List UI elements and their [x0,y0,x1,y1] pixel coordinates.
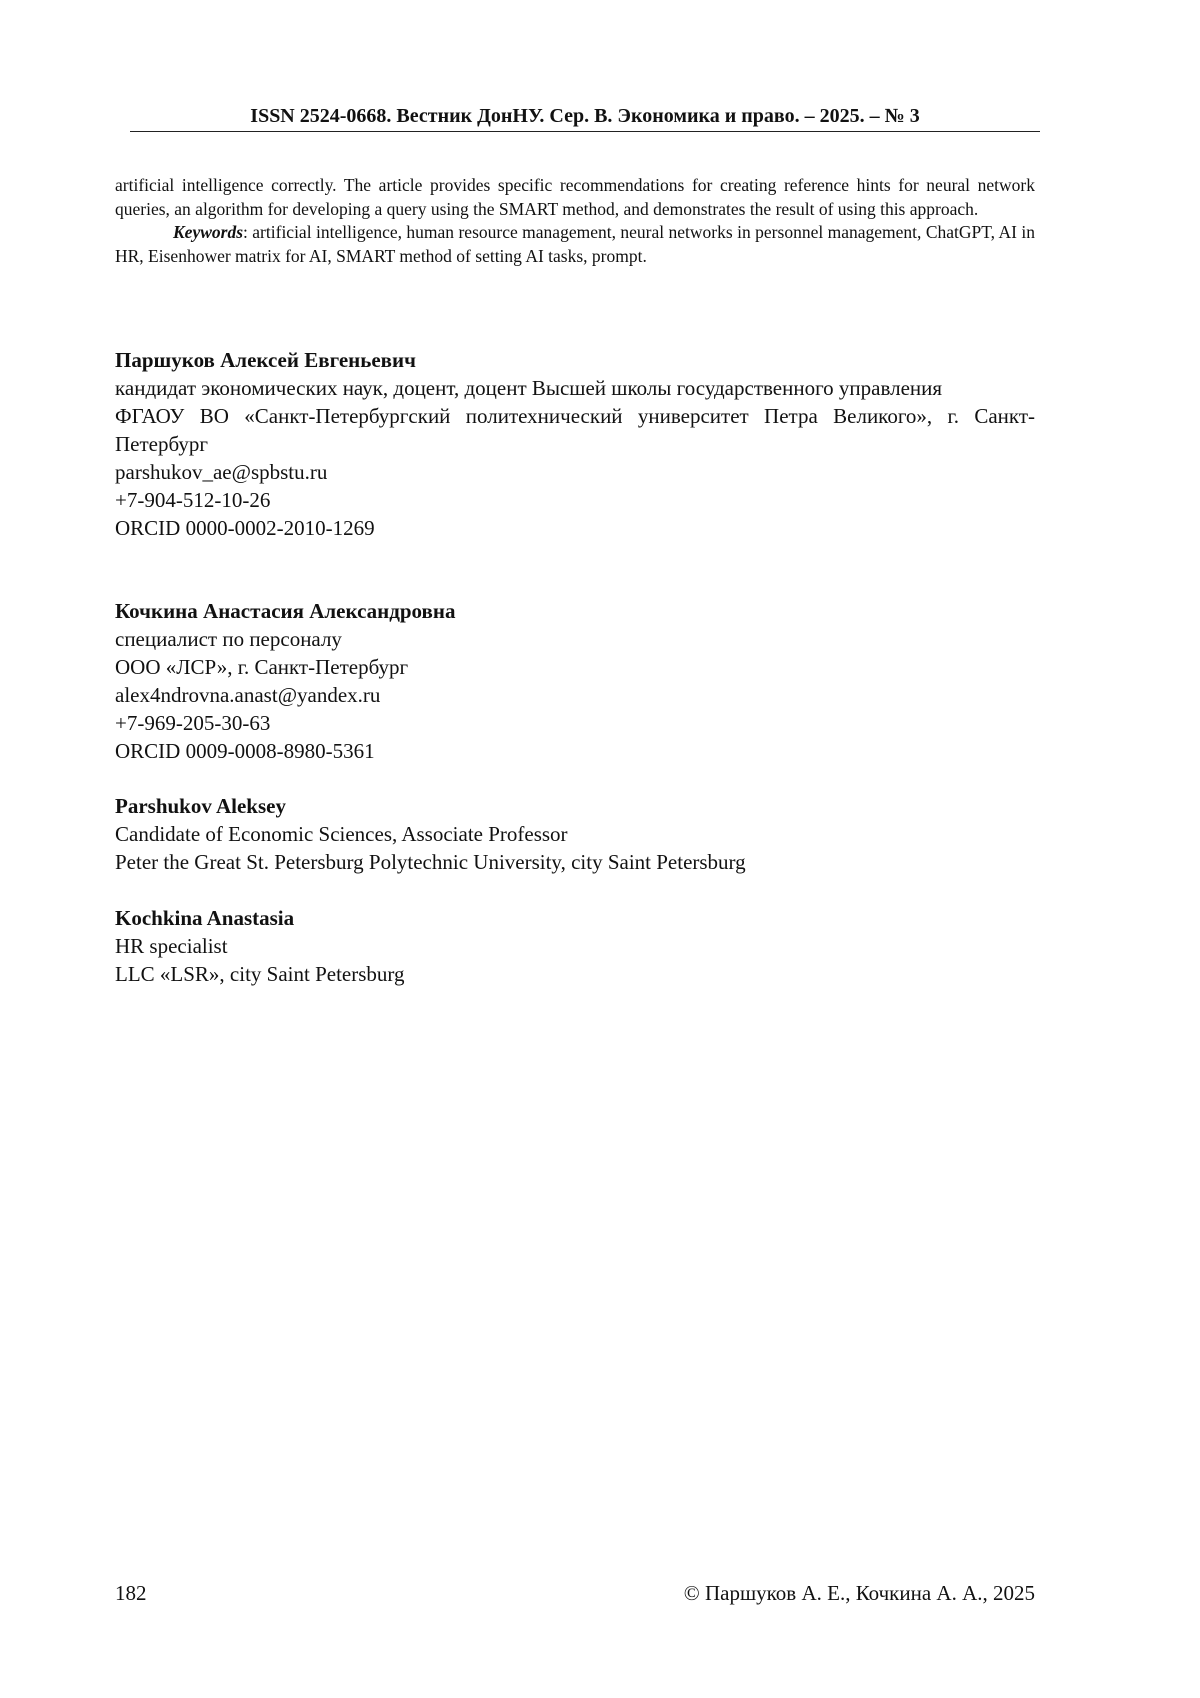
header-divider [130,131,1040,132]
author-phone: +7-904-512-10-26 [115,488,271,512]
page-number: 182 [115,1581,147,1605]
author-phone: +7-969-205-30-63 [115,711,271,735]
author-block-en-parshukov [115,792,1035,876]
author-name: Паршуков Алексей Евгеньевич [115,348,416,372]
author-position: кандидат экономических наук, доцент, доцент Высшей школы государственного управления [115,376,943,400]
author-block-ru-kochkina [115,597,1035,765]
author-organization: ООО «ЛСР», г. Санкт-Петербург [115,655,409,679]
author-name: Кочкина Анастасия Александровна [115,599,456,623]
author-orcid: ORCID 0009-0008-8980-5361 [115,739,375,763]
keywords-paragraph [115,221,1035,268]
copyright-notice: © Паршуков А. Е., Кочкина А. А., 2025 [683,1581,1035,1605]
keywords-text: : artificial intelligence, human resource management, neural networks in personnel management, ChatGPT, AI in HR, Eisenhower matrix for AI, SMART method of setting AI tasks, prompt. [115,222,1035,266]
abstract-section [115,174,1035,268]
abstract-text: artificial intelligence correctly. The article provides specific recommendations for creating reference hints for neural network queries, an algorithm for developing a query using the SMART method, and demonstrates the result of using this approach. [115,175,1035,219]
author-position: специалист по персоналу [115,627,342,651]
author-position: Candidate of Economic Sciences, Associate Professor [115,822,568,846]
author-email[interactable]: alex4ndrovna.anast@yandex.ru [115,683,381,707]
author-position: HR specialist [115,934,228,958]
journal-header: ISSN 2524-0668. Вестник ДонНУ. Сер. В. Экономика и право. – 2025. – № 3 [250,105,920,127]
author-name: Parshukov Aleksey [115,794,286,818]
author-organization: LLC «LSR», city Saint Petersburg [115,962,405,986]
author-name: Kochkina Anastasia [115,906,295,930]
author-email[interactable]: parshukov_ae@spbstu.ru [115,460,328,484]
keywords-label: Keywords [173,222,243,242]
author-block-en-kochkina [115,904,1035,988]
author-orcid: ORCID 0000-0002-2010-1269 [115,516,375,540]
author-organization: ФГАОУ ВО «Санкт-Петербургский политехнический университет Петра Великого», г. Санкт-Петербург [115,404,1035,456]
author-block-ru-parshukov [115,346,1035,542]
author-organization: Peter the Great St. Petersburg Polytechnic University, city Saint Petersburg [115,850,746,874]
